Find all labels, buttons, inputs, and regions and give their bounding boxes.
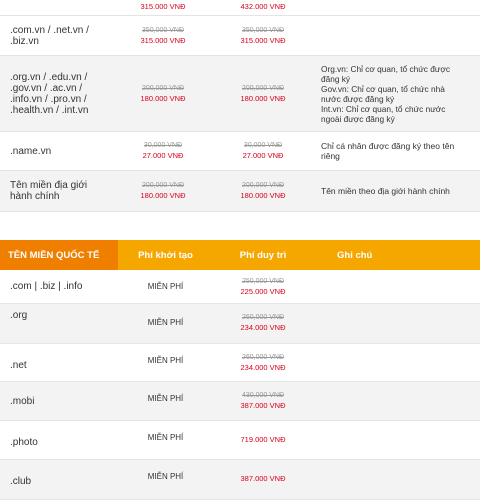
table-row xyxy=(0,132,480,171)
renew-old-price: 430,000 VNĐ xyxy=(241,392,285,399)
domain-name: .org.vn / .edu.vn / .gov.vn / .ac.vn / .info.vn / .pro.vn / .health.vn / .int.vn xyxy=(10,71,89,116)
setup-new-price: 180.000 VNĐ xyxy=(140,93,186,103)
domain-name: .com.vn / .net.vn / .biz.vn xyxy=(10,24,89,47)
renew-new-price: 387.000 VNĐ xyxy=(240,474,286,483)
setup-price xyxy=(113,84,213,104)
setup-fee: MIỄN PHÍ xyxy=(147,318,184,327)
domestic-domain-table xyxy=(0,0,480,212)
renew-old-price: 200,000 VNĐ xyxy=(241,182,285,189)
setup-price xyxy=(113,181,213,201)
renew-old-price: 200,000 VNĐ xyxy=(241,84,285,92)
renew-price xyxy=(213,277,313,297)
renew-price xyxy=(213,181,313,201)
renew-new-price: 225.000 VNĐ xyxy=(240,286,286,296)
renew-price xyxy=(213,344,313,373)
renew-price xyxy=(213,304,313,333)
renew-old-price: 260,000 VNĐ xyxy=(241,354,285,361)
table-row xyxy=(0,0,480,16)
table-row xyxy=(0,304,480,344)
setup-price xyxy=(113,141,213,161)
setup-old-price: 200,000 VNĐ xyxy=(141,182,185,189)
renew-price xyxy=(213,26,313,46)
domain-name: .mobi xyxy=(10,396,35,407)
setup-old-price: 350,000 VNĐ xyxy=(141,26,185,34)
domain-name: .club xyxy=(10,476,32,487)
intl-table-header xyxy=(0,240,480,270)
setup-new-price: 27.000 VNĐ xyxy=(142,151,184,160)
domain-name: .photo xyxy=(10,437,38,448)
renew-new-price: 315.000 VNĐ xyxy=(240,35,286,45)
note: Org.vn: Chỉ cơ quan, tổ chức được đăng ký Gov.vn: Chỉ cơ quan, tổ chức nhà nước được đăng ký Int.vn: Chỉ cơ quan, tổ chức nước ngoài được đăng ký xyxy=(321,63,450,124)
table-row xyxy=(0,344,480,382)
renew-new-price: 432.000 VNĐ xyxy=(240,2,286,11)
setup-fee: MIỄN PHÍ xyxy=(147,356,184,365)
table-row xyxy=(0,270,480,304)
note: Chỉ cá nhân được đăng ký theo tên riêng xyxy=(321,140,455,161)
setup-fee: MIỄN PHÍ xyxy=(147,472,184,481)
renew-new-price: 180.000 VNĐ xyxy=(240,191,286,200)
setup-new-price: 315.000 VNĐ xyxy=(140,35,186,45)
renew-new-price: 387.000 VNĐ xyxy=(240,401,286,410)
domain-name: .org xyxy=(10,310,28,321)
domain-name: .vn xyxy=(10,1,24,12)
header-renew-fee: Phí duy trì xyxy=(239,249,287,261)
renew-old-price: 30,000 VNĐ xyxy=(243,142,283,149)
renew-new-price: 719.000 VNĐ xyxy=(240,435,286,444)
renew-new-price: 234.000 VNĐ xyxy=(240,363,286,372)
setup-old-price: 200,000 VNĐ xyxy=(141,84,185,92)
renew-old-price: 350,000 VNĐ xyxy=(241,26,285,34)
setup-price xyxy=(113,26,213,46)
renew-old-price: 260,000 VNĐ xyxy=(241,314,285,321)
domain-name: .name.vn xyxy=(10,145,52,157)
renew-new-price: 180.000 VNĐ xyxy=(240,93,286,103)
setup-price xyxy=(113,2,213,12)
renew-price xyxy=(213,421,313,445)
setup-new-price: 180.000 VNĐ xyxy=(140,191,186,200)
table-row xyxy=(0,460,480,500)
renew-price xyxy=(213,84,313,104)
intl-domain-table xyxy=(0,270,480,500)
header-setup-fee: Phí khởi tạo xyxy=(138,249,193,261)
domain-name: .net xyxy=(10,360,27,371)
table-row xyxy=(0,421,480,460)
table-row xyxy=(0,171,480,212)
setup-fee: MIỄN PHÍ xyxy=(147,394,184,403)
table-row xyxy=(0,382,480,421)
note: Tên miền theo địa giới hành chính xyxy=(321,185,450,196)
setup-fee: MIỄN PHÍ xyxy=(147,433,184,442)
renew-price xyxy=(213,141,313,161)
renew-new-price: 234.000 VNĐ xyxy=(240,323,286,332)
table-separator xyxy=(0,212,480,240)
setup-fee: MIỄN PHÍ xyxy=(147,282,184,291)
renew-price xyxy=(213,460,313,484)
table-row xyxy=(0,16,480,56)
header-domain-name: TÊN MIỀN QUỐC TẾ xyxy=(0,240,118,270)
renew-price xyxy=(213,2,313,12)
setup-new-price: 315.000 VNĐ xyxy=(140,2,186,11)
renew-old-price: 250,000 VNĐ xyxy=(241,277,285,285)
renew-new-price: 27.000 VNĐ xyxy=(242,151,284,160)
table-row xyxy=(0,56,480,132)
header-note: Ghi chú xyxy=(337,249,373,261)
domain-name: Tên miền địa giới hành chính xyxy=(10,180,88,202)
renew-price xyxy=(213,382,313,411)
setup-old-price: 30,000 VNĐ xyxy=(143,142,183,149)
domain-name: .com | .biz | .info xyxy=(10,280,83,292)
